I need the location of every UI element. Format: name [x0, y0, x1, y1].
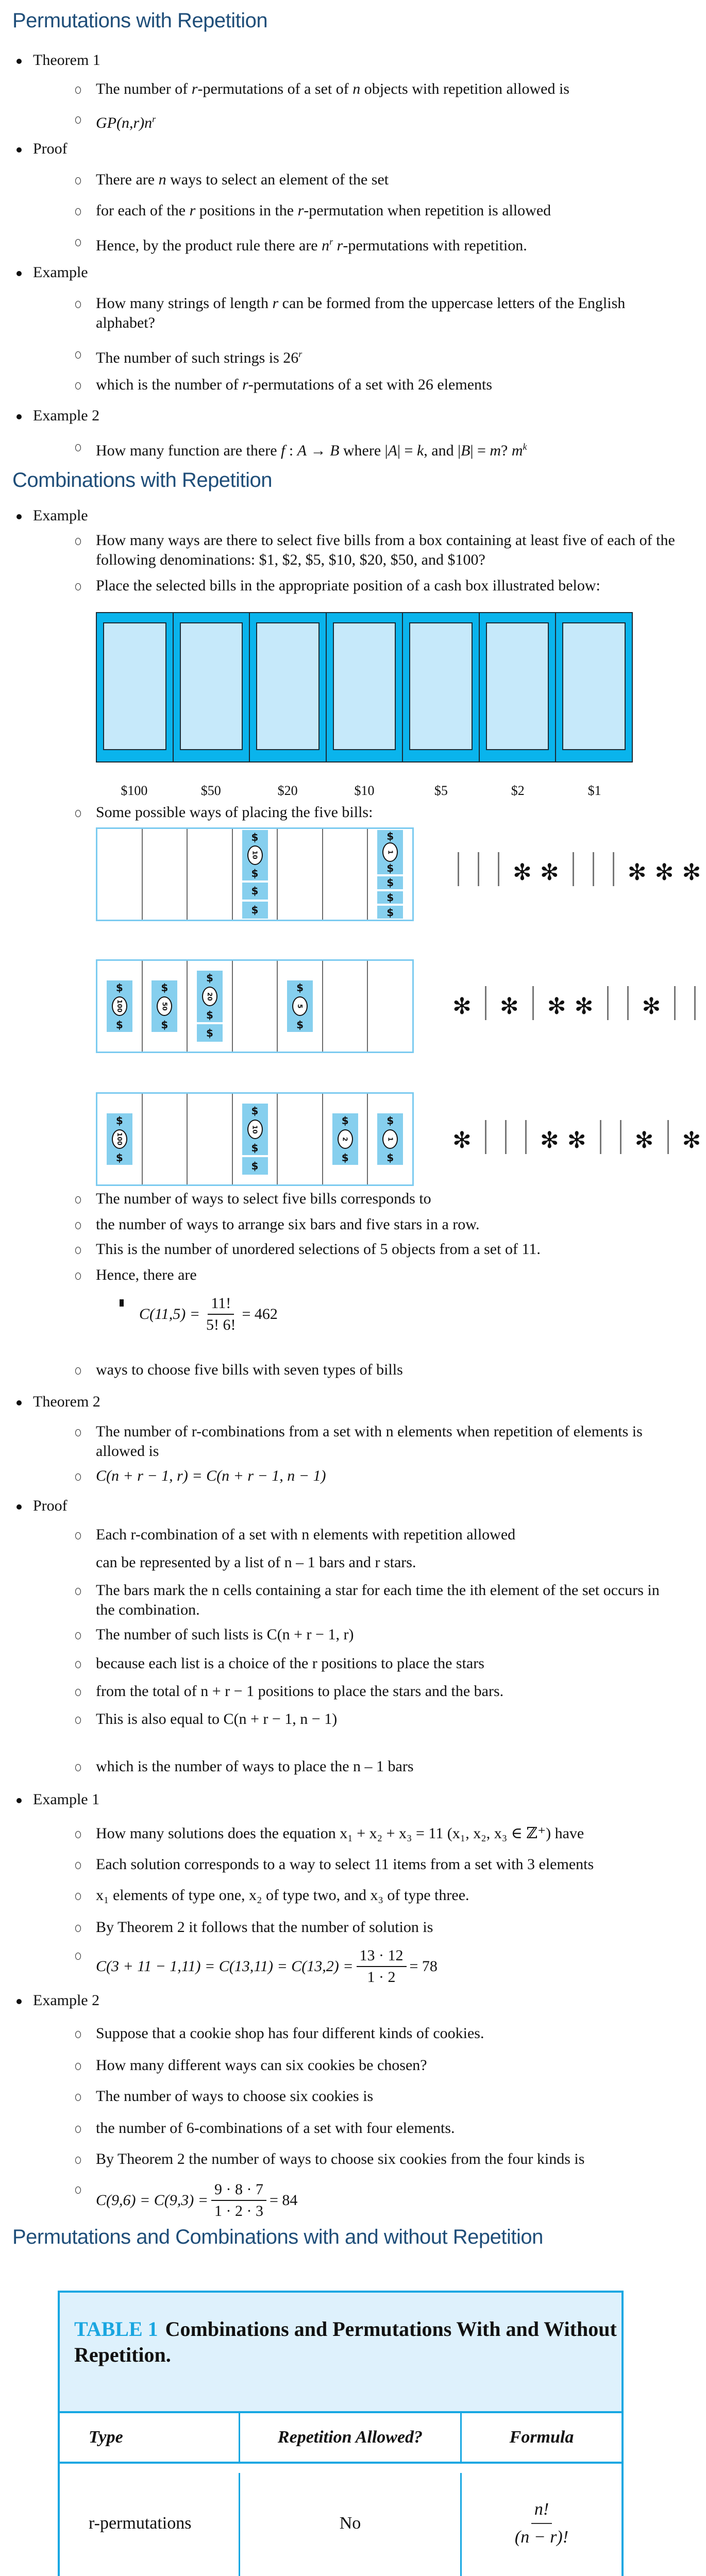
theorem-2-item: The number of r-combinations from a set with n elements when repetition of elements is allowed is — [96, 1422, 678, 1461]
comb-example-item: Some possible ways of placing the five bills: — [96, 803, 678, 822]
example-2-cookies-label: Example 2 — [33, 1992, 100, 2009]
proof-1-item: for each of the r positions in the r-permutation when repetition is allowed — [96, 201, 678, 221]
cash-box-slot — [327, 613, 404, 761]
bar-divider — [525, 1120, 527, 1154]
arrangement-slot — [97, 829, 143, 920]
proof-1-item: There are n ways to select an element of the set — [96, 170, 678, 190]
star-mark: ✻ — [499, 993, 519, 1020]
arrangement-slot — [233, 961, 278, 1052]
dollar-bill-icon: $ 10 $ — [242, 1104, 268, 1155]
theorem-2-label: Theorem 2 — [33, 1393, 100, 1410]
dollar-bill-icon: $ 1 $ — [377, 1113, 403, 1165]
table-cell-formula — [462, 2574, 621, 2576]
section-title-permutations-with-repetition: Permutations with Repetition — [12, 9, 268, 32]
star-mark: ✻ — [567, 1127, 586, 1154]
arrangement-slot — [368, 1094, 412, 1184]
table-cell-type — [60, 2574, 240, 2576]
example-2-cookies-item: The number of ways to choose six cookies is — [96, 2087, 678, 2106]
example-1-item: Each solution corresponds to a way to select 11 items from a set with 3 elements — [96, 1855, 678, 1874]
stars-and-bars-sequence — [448, 851, 705, 887]
arrangement-slot — [188, 961, 233, 1052]
arrangement-slot — [368, 829, 412, 920]
formula-denominator: 5! 6! — [206, 1316, 236, 1333]
dollar-bill-icon: $ 100 $ — [107, 980, 132, 1032]
bar-divider — [458, 852, 459, 886]
table-header-repetition: Repetition Allowed? — [240, 2413, 462, 2464]
bar-divider — [593, 852, 594, 886]
denomination-labels — [96, 783, 633, 799]
arrangement-slot — [323, 1094, 368, 1184]
dollar-bill-icon: $ 5 $ — [287, 980, 313, 1032]
example-item: How many strings of length r can be formed from the uppercase letters of the English alphabet? — [96, 294, 678, 333]
example-1-label: Example 1 — [33, 1791, 100, 1808]
proof-2-item: The bars mark the n cells containing a star for each time the ith element of the set occurs in the combination. — [96, 1581, 678, 1620]
arrangement-slot — [233, 1094, 278, 1184]
arrangement-slot — [278, 829, 323, 920]
stars-and-bars-sequence — [448, 985, 705, 1021]
arrangement-slot — [323, 961, 368, 1052]
denomination-label: $50 — [200, 783, 221, 798]
star-mark: ✻ — [627, 859, 647, 886]
bar-divider — [478, 852, 479, 886]
formula-fraction — [211, 2179, 266, 2222]
example-2-cookies-item: Suppose that a cookie shop has four different kinds of cookies. — [96, 2024, 678, 2043]
cash-box-slot — [250, 613, 327, 761]
comb-example-item: the number of ways to arrange six bars and five stars in a row. — [96, 1215, 678, 1234]
arrangement-slot — [233, 829, 278, 920]
theorem-1-label: Theorem 1 — [33, 52, 100, 69]
dollar-bill-icon: $ 20 $ — [197, 971, 223, 1022]
table-header-formula: Formula — [462, 2413, 621, 2464]
proof-1-label: Proof — [33, 140, 68, 157]
formula-numerator: 11! — [208, 1293, 234, 1315]
dollar-bill-icon: $ — [242, 883, 268, 900]
denomination-label: $1 — [587, 783, 601, 798]
formula-numerator: 13 · 12 — [357, 1945, 407, 1967]
dollar-bill-icon: $ 10 $ — [242, 830, 268, 880]
star-mark: ✻ — [654, 859, 674, 886]
bar-divider — [573, 852, 574, 886]
star-mark: ✻ — [634, 1127, 654, 1154]
cash-box-slot — [174, 613, 250, 761]
proof-2-item: The number of such lists is C(n + r − 1, r) — [96, 1625, 678, 1645]
formula-lhs: C(9,6) = C(9,3) = — [96, 2192, 208, 2209]
bar-divider — [505, 1120, 507, 1154]
table-tag: TABLE 1 — [74, 2317, 158, 2341]
proof-2-item-continuation: can be represented by a list of n – 1 bars and r stars. — [96, 1554, 416, 1571]
example-1-item: How many solutions does the equation x₁ + x₂ + x₃ = 11 (x₁, x₂, x₃ ∈ ℤ⁺) have — [96, 1824, 678, 1843]
bar-divider — [667, 1120, 669, 1154]
theorem-1-text: The number of r-permutations of a set of n objects with repetition allowed is — [96, 80, 569, 97]
proof-2-item: because each list is a choice of the r positions to place the stars — [96, 1654, 678, 1673]
section-title-perm-comb-table: Permutations and Combinations with and without Repetition — [12, 2226, 543, 2248]
arrangement-slot — [368, 961, 412, 1052]
star-mark: ✻ — [452, 993, 472, 1020]
comb-example-label: Example — [33, 507, 88, 524]
star-mark: ✻ — [642, 993, 661, 1020]
star-mark: ✻ — [682, 1127, 701, 1154]
comb-example-item: This is the number of unordered selections of 5 objects from a set of 11. — [96, 1240, 678, 1259]
denomination-label: $5 — [434, 783, 448, 798]
dollar-bill-icon: $ — [377, 876, 403, 889]
table-caption-text: Combinations and Permutations With and Without Repetition. — [74, 2317, 617, 2366]
formula-denominator: (n − r)! — [514, 2528, 569, 2547]
denomination-label: $100 — [121, 783, 148, 798]
arrangement-slot — [278, 961, 323, 1052]
example-label: Example — [33, 264, 88, 281]
star-mark: ✻ — [513, 859, 532, 886]
example-1-item: x₁ elements of type one, x₂ of type two, and x₃ of type three. — [96, 1886, 678, 1905]
bill-arrangement-box — [96, 827, 414, 921]
bar-divider — [485, 986, 486, 1020]
arrangement-slot — [188, 829, 233, 920]
bar-divider — [600, 1120, 601, 1154]
bar-divider — [627, 986, 629, 1020]
combinations-permutations-table — [58, 2291, 624, 2576]
example-2-cookies-item: How many different ways can six cookies be chosen? — [96, 2056, 678, 2075]
example-2-cookies-item: the number of 6-combinations of a set with four elements. — [96, 2119, 678, 2138]
dollar-bill-icon: $ — [377, 906, 403, 919]
cash-box-slot — [556, 613, 632, 761]
table-cell-formula — [462, 2473, 621, 2574]
star-mark: ✻ — [540, 1127, 559, 1154]
comb-example-item: Place the selected bills in the appropriate position of a cash box illustrated below: — [96, 576, 678, 596]
denomination-label: $20 — [277, 783, 298, 798]
stars-and-bars-sequence — [448, 1119, 705, 1155]
theorem-1-statement — [96, 79, 678, 99]
formula-lhs: C(11,5) = — [139, 1306, 200, 1323]
theorem-2-formula: C(n + r − 1, r) = C(n + r − 1, n − 1) — [96, 1466, 678, 1486]
star-mark: ✻ — [540, 859, 559, 886]
star-mark: ✻ — [547, 993, 566, 1020]
proof-2-item: Each r-combination of a set with n elements with repetition allowed — [96, 1525, 678, 1545]
comb-example-item: Hence, there are — [96, 1265, 678, 1285]
cash-box-slot — [403, 613, 480, 761]
formula-numerator: 9 · 8 · 7 — [211, 2179, 266, 2201]
section-title-combinations-with-repetition: Combinations with Repetition — [12, 469, 273, 492]
table-cell-repetition: No — [240, 2473, 462, 2574]
bar-divider — [613, 852, 614, 886]
dollar-bill-icon: $ — [242, 902, 268, 919]
bar-divider — [498, 852, 499, 886]
formula-c-13-2 — [96, 1945, 678, 1988]
table-header-type: Type — [60, 2413, 240, 2464]
formula-rhs: = 78 — [409, 1958, 438, 1975]
bar-divider — [674, 986, 676, 1020]
dollar-bill-icon: $ 2 $ — [332, 1113, 358, 1165]
star-mark: ✻ — [682, 859, 701, 886]
comb-example-item: ways to choose five bills with seven types of bills — [96, 1360, 678, 1380]
arrangement-slot — [143, 1094, 188, 1184]
bar-divider — [485, 1120, 486, 1154]
arrangement-slot — [188, 1094, 233, 1184]
arrangement-slot — [97, 961, 143, 1052]
proof-2-item: from the total of n + r − 1 positions to place the stars and the bars. — [96, 1682, 678, 1701]
formula-rhs: = 84 — [269, 2192, 298, 2209]
formula-denominator: 1 · 2 — [367, 1969, 396, 1986]
star-mark: ✻ — [452, 1127, 472, 1154]
table-header-row — [60, 2413, 621, 2464]
proof-2-item: which is the number of ways to place the n – 1 bars — [96, 1757, 678, 1776]
cash-box-slot — [480, 613, 557, 761]
comb-example-item: The number of ways to select five bills corresponds to — [96, 1189, 678, 1209]
bill-arrangement-box — [96, 1092, 414, 1186]
formula-fraction — [203, 1293, 239, 1335]
star-mark: ✻ — [574, 993, 594, 1020]
arrangement-slot — [97, 1094, 143, 1184]
arrangement-slot — [143, 961, 188, 1052]
proof-1-item: Hence, by the product rule there are $n^r$ r-permutations with repetition. — [96, 232, 678, 256]
dollar-bill-icon: $ 1 $ — [377, 830, 403, 874]
denomination-label: $10 — [354, 783, 375, 798]
bar-divider — [620, 1120, 621, 1154]
arrangement-slot — [143, 829, 188, 920]
example-2-cookies-item: By Theorem 2 the number of ways to choose six cookies from the four kinds is — [96, 2149, 678, 2169]
cash-box-illustration — [96, 612, 633, 762]
example-item: which is the number of r-permutations of a set with 26 elements — [96, 375, 678, 395]
denomination-label: $2 — [511, 783, 525, 798]
arrangement-slot — [278, 1094, 323, 1184]
formula-c-11-5 — [139, 1293, 278, 1335]
cash-box-slot — [97, 613, 174, 761]
dollar-bill-icon: $ — [377, 891, 403, 904]
bar-divider — [607, 986, 609, 1020]
dollar-bill-icon: $ 50 $ — [152, 980, 177, 1032]
theorem-1-formula: $GP(n,r)n^r$ — [96, 109, 678, 133]
bar-divider — [532, 986, 534, 1020]
bar-divider — [694, 986, 696, 1020]
example-2-item: How many function are there f : A → B where |A| = k, and |B| = m? $m^k$ — [96, 437, 678, 461]
table-cell-repetition — [240, 2574, 462, 2576]
proof-2-item: This is also equal to C(n + r − 1, n − 1) — [96, 1709, 678, 1729]
proof-2-label: Proof — [33, 1497, 68, 1514]
formula-rhs: = 462 — [242, 1306, 278, 1323]
arrangement-slot — [323, 829, 368, 920]
comb-example-item: How many ways are there to select five bills from a box containing at least five of each of the following denominations: $1, $2, $5, $10, $20, $50, and $100? — [96, 531, 678, 570]
formula-denominator: 1 · 2 · 3 — [214, 2202, 263, 2219]
bill-arrangement-box — [96, 959, 414, 1053]
table-caption — [60, 2293, 621, 2413]
formula-c-9-3 — [96, 2179, 678, 2222]
formula-fraction — [357, 1945, 407, 1988]
table-cell-type: r-permutations — [60, 2473, 240, 2574]
formula-lhs: C(3 + 11 − 1,11) = C(13,11) = C(13,2) = — [96, 1958, 354, 1975]
dollar-bill-icon: $ — [197, 1024, 223, 1042]
dollar-bill-icon: $ 100 $ — [107, 1113, 132, 1165]
example-item: The number of such strings is 26$^r$ — [96, 344, 678, 368]
example-2-label: Example 2 — [33, 407, 100, 424]
dollar-bill-icon: $ — [242, 1157, 268, 1175]
example-1-item: By Theorem 2 it follows that the number of solution is — [96, 1918, 678, 1937]
formula-numerator: n! — [531, 2496, 552, 2524]
table-body — [60, 2464, 621, 2576]
